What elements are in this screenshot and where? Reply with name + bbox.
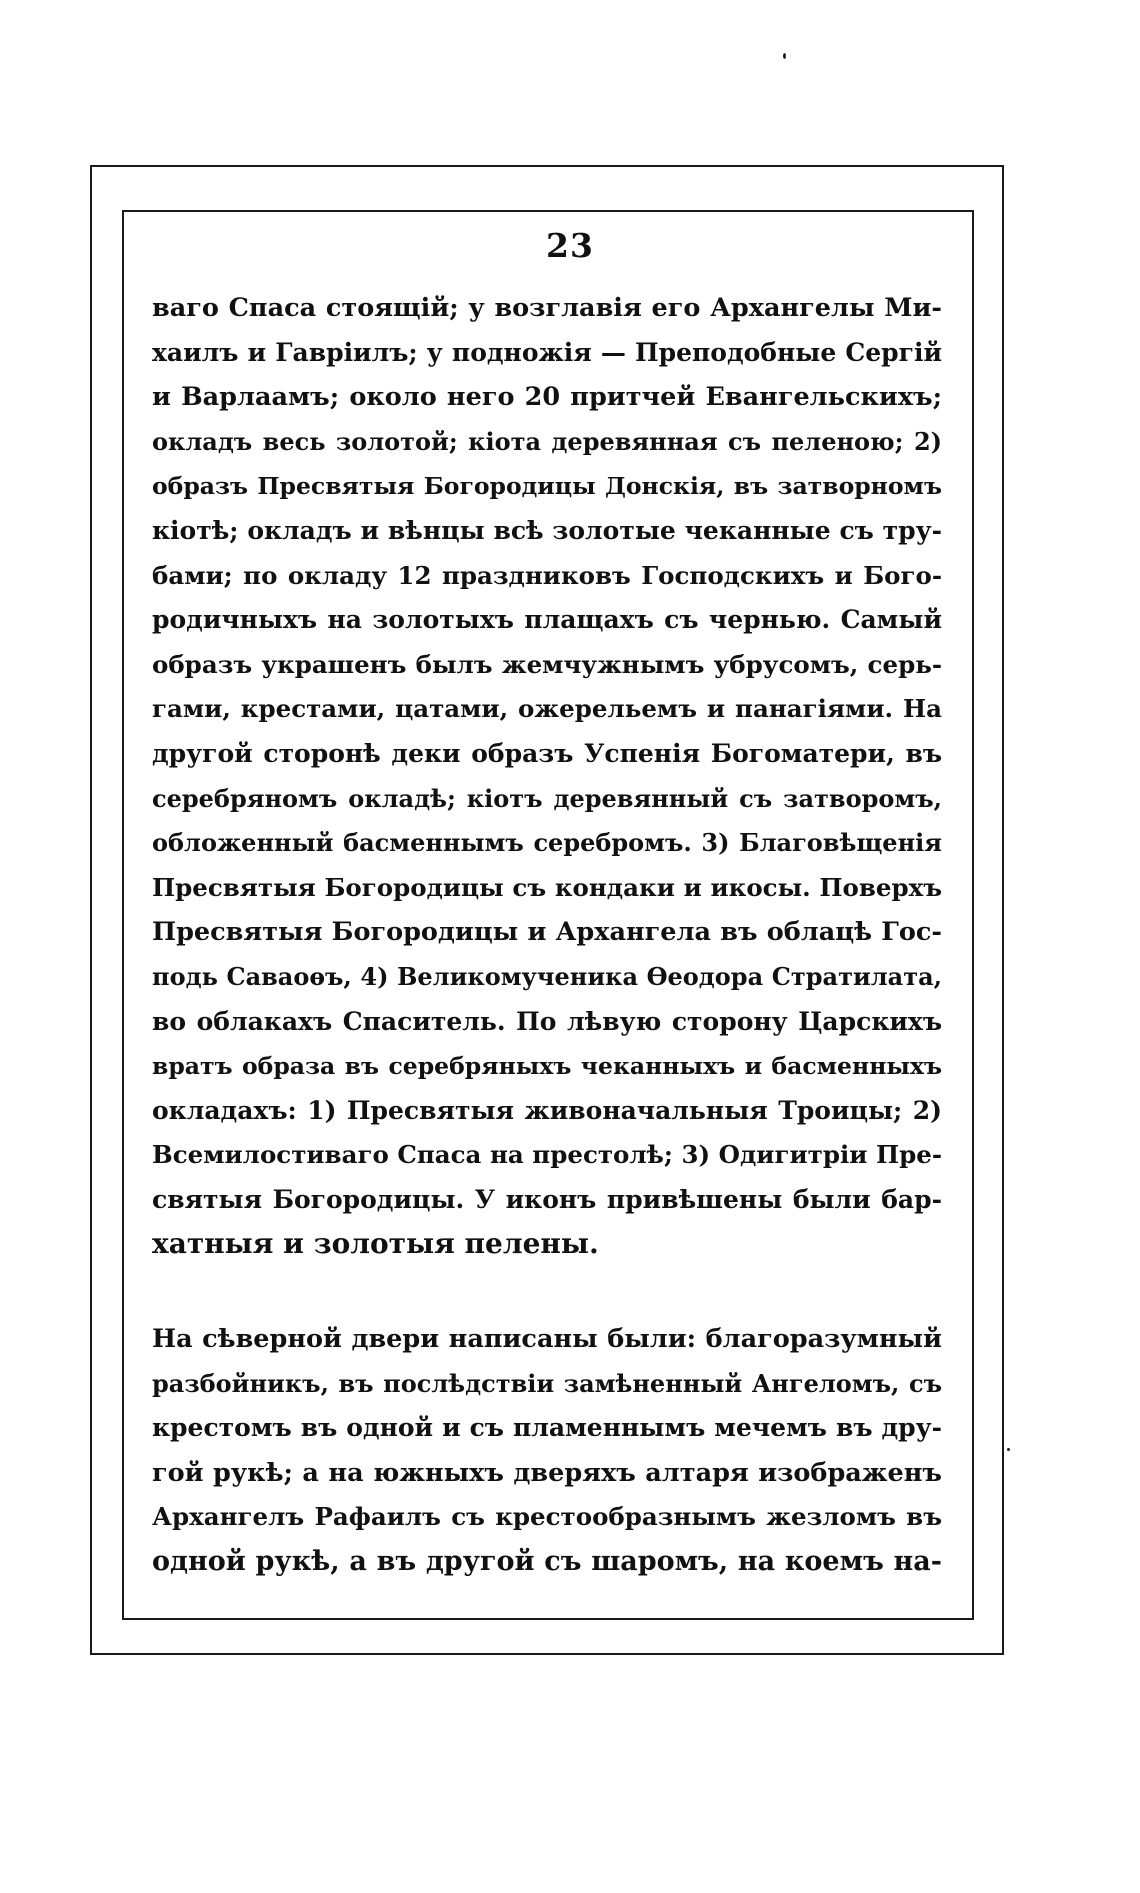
text-line: гой рукѣ; а на южныхъ дверяхъ алтаря изображенъ	[152, 1457, 942, 1488]
text-line: другой сторонѣ деки образъ Успенія Богоматери, въ	[152, 738, 942, 768]
text-line: во облакахъ Спаситель. По лѣвую сторону Царскихъ	[152, 1006, 942, 1036]
page-number: 23	[546, 226, 594, 265]
text-line: святыя Богородицы. У иконъ привѣшены были бар-	[152, 1184, 942, 1214]
text-line: На сѣверной двери написаны были: благоразумный	[152, 1324, 942, 1354]
text-line: кіотѣ; окладъ и вѣнцы всѣ золотые чеканные съ тру-	[152, 515, 942, 545]
text-line: обложенный басменнымъ серебромъ. 3) Благовѣщенія	[152, 828, 942, 858]
text-line: и Варлаамъ; около него 20 притчей Евангельскихъ;	[152, 382, 942, 413]
text-line: гами, крестами, цатами, ожерельемъ и панагіями. На	[152, 694, 942, 724]
text-line: ваго Спаса стоящій; у возглавія его Архангелы Ми-	[152, 293, 942, 323]
text-line: хатныя и золотыя пелены.	[152, 1227, 599, 1261]
text-line: Архангелъ Рафаилъ съ крестообразнымъ жезломъ въ	[152, 1502, 942, 1532]
text-line: подь Саваоѳъ, 4) Великомученика Ѳеодора Стратилата,	[152, 961, 942, 991]
text-line: Пресвятыя Богородицы и Архангела въ облацѣ Гос-	[152, 917, 942, 948]
paragraph-2	[152, 1317, 942, 1585]
text-line: образъ украшенъ былъ жемчужнымъ убрусомъ, серь-	[152, 649, 942, 679]
text-line: разбойникъ, въ послѣдствіи замѣненный Ангеломъ, съ	[152, 1368, 942, 1398]
text-line: одной рукѣ, а въ другой съ шаромъ, на коемъ на-	[152, 1545, 942, 1577]
text-line: образъ Пресвятыя Богородицы Донскія, въ затворномъ	[152, 472, 942, 501]
text-line: родичныхъ на золотыхъ плащахъ съ чернью. Самый	[152, 605, 942, 635]
text-line: бами; по окладу 12 праздниковъ Господскихъ и Бого-	[152, 560, 942, 590]
ink-speck	[783, 53, 786, 59]
text-line: крестомъ въ одной и съ пламеннымъ мечемъ въ дру-	[152, 1413, 942, 1443]
text-line: окладахъ: 1) Пресвятыя живоначальныя Троицы; 2)	[152, 1095, 942, 1125]
text-line: окладъ весь золотой; кіота деревянная съ пеленою; 2)	[152, 426, 942, 456]
text-line: хаилъ и Гавріилъ; у подножія — Преподобные Сергій	[152, 337, 942, 367]
text-line: Всемилостиваго Спаса на престолѣ; 3) Одигитріи Пре-	[152, 1140, 943, 1170]
text-line: Пресвятыя Богородицы съ кондаки и икосы. Поверхъ	[152, 872, 942, 902]
ink-speck	[1007, 1448, 1010, 1451]
text-line: серебряномъ окладѣ; кіотъ деревянный съ затворомъ,	[152, 783, 942, 813]
paragraph-1	[152, 286, 942, 1267]
text-line: вратъ образа въ серебряныхъ чеканныхъ и басменныхъ	[152, 1052, 942, 1081]
